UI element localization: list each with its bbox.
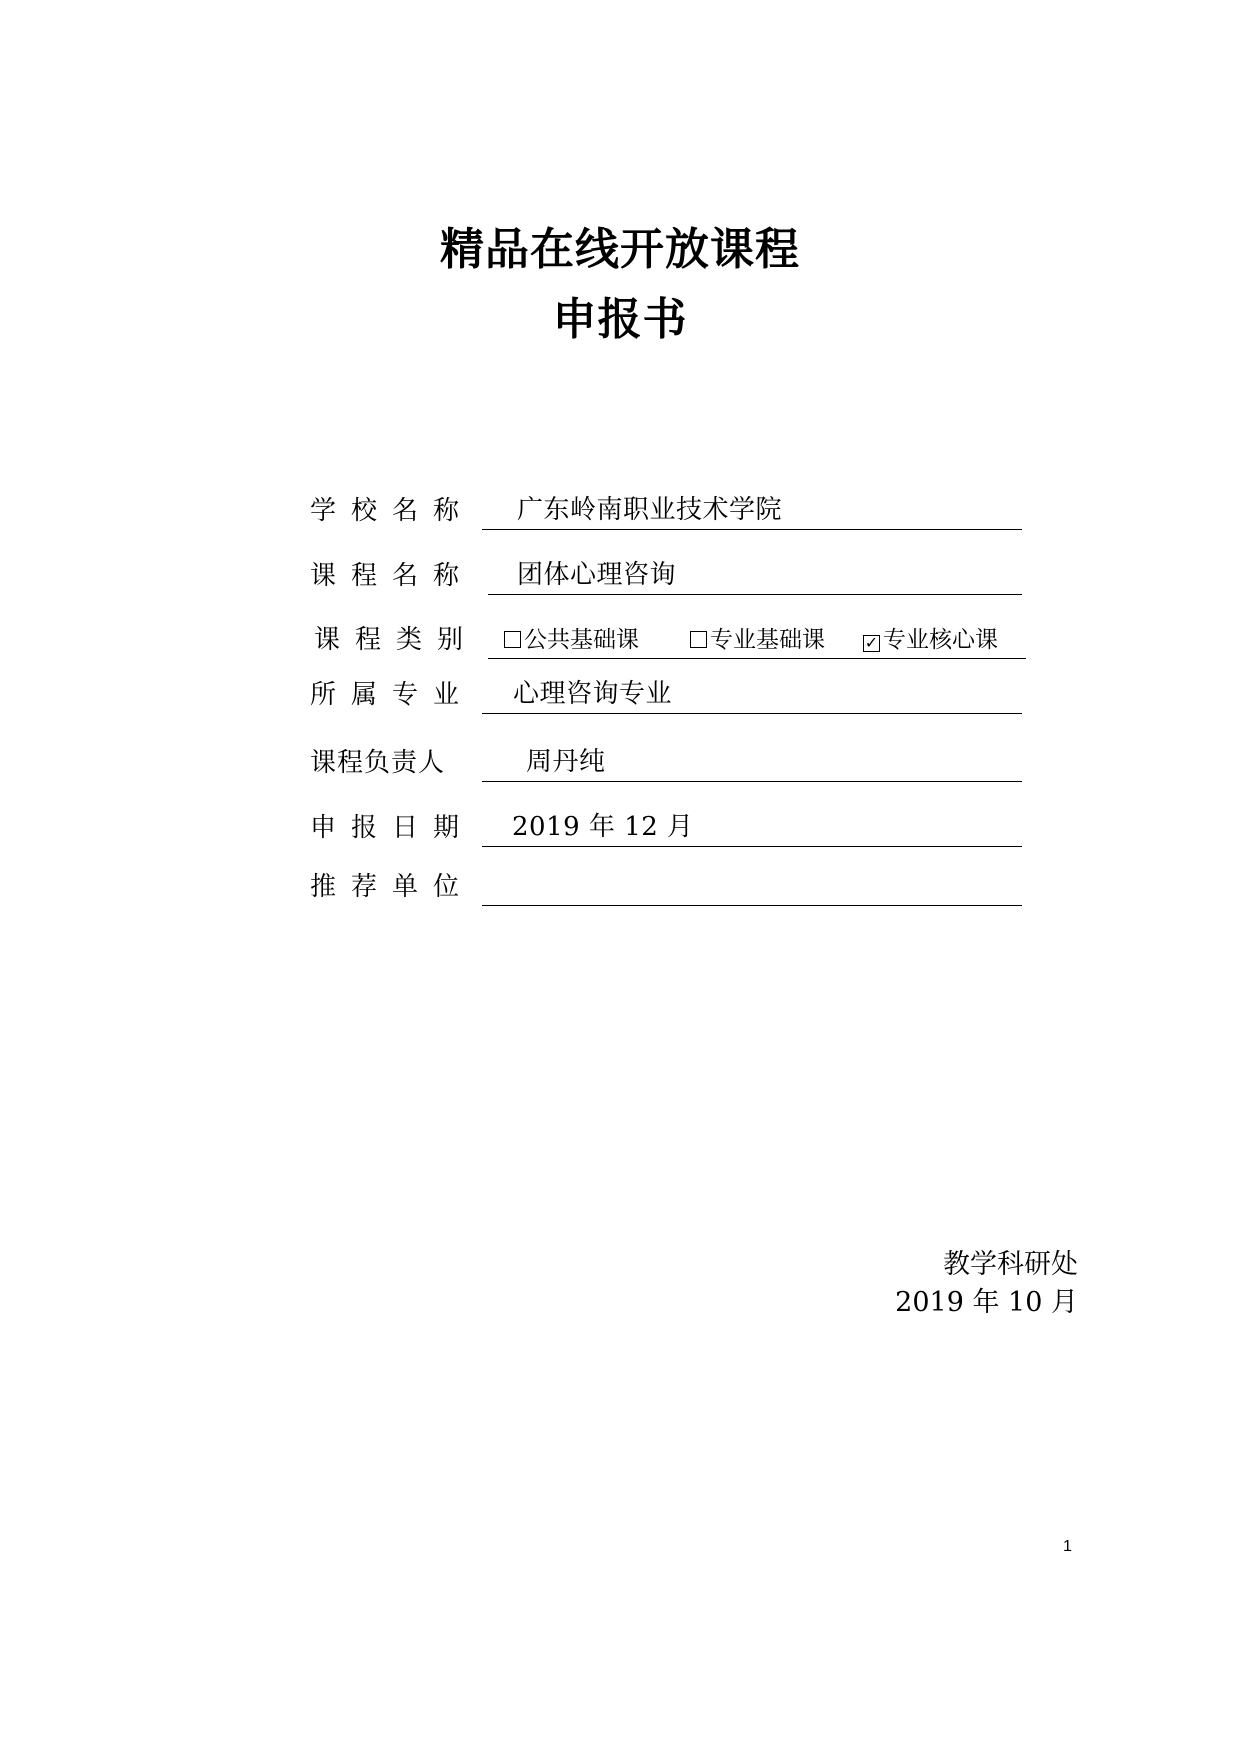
field-value-major[interactable]: 心理咨询专业 bbox=[513, 679, 673, 709]
field-underline-date bbox=[482, 846, 1022, 847]
checkbox-icon[interactable] bbox=[504, 631, 521, 648]
field-value-date[interactable]: 2019 年 12 月 bbox=[512, 812, 694, 842]
field-label-school: 学校名称 bbox=[310, 496, 475, 526]
field-row-recommender bbox=[310, 866, 1022, 906]
field-label-leader: 课程负责人 bbox=[310, 748, 446, 778]
field-underline-recommender bbox=[482, 905, 1022, 906]
field-label-category: 课程类别 bbox=[314, 625, 479, 655]
field-value-leader[interactable]: 周丹纯 bbox=[526, 747, 606, 777]
category-option-label: 公共基础课 bbox=[524, 627, 639, 653]
checked-checkbox-icon[interactable]: ✓ bbox=[864, 633, 879, 652]
category-option-major-core[interactable] bbox=[863, 625, 998, 655]
field-value-school[interactable]: 广东岭南职业技术学院 bbox=[517, 495, 783, 525]
category-option-label: 专业核心课 bbox=[883, 627, 998, 653]
issue-date: 2019 年 10 月 bbox=[895, 1287, 1078, 1318]
field-underline-category bbox=[488, 658, 1026, 659]
field-row-date bbox=[310, 807, 1022, 847]
field-label-course: 课程名称 bbox=[310, 561, 475, 591]
field-underline-course bbox=[488, 594, 1022, 595]
field-label-recommender: 推荐单位 bbox=[310, 872, 475, 902]
document-subtitle: 申报书 bbox=[552, 294, 688, 345]
field-row-category bbox=[310, 619, 1022, 659]
field-row-school bbox=[310, 490, 1022, 530]
field-underline-major bbox=[482, 713, 1022, 714]
category-option-label: 专业基础课 bbox=[710, 627, 825, 653]
field-row-leader bbox=[310, 742, 1022, 782]
checkbox-icon[interactable] bbox=[690, 631, 707, 648]
field-value-course[interactable]: 团体心理咨询 bbox=[517, 560, 677, 590]
field-row-major bbox=[310, 674, 1022, 714]
field-row-course bbox=[310, 555, 1022, 595]
field-underline-school bbox=[482, 529, 1022, 530]
field-label-date: 申报日期 bbox=[310, 813, 475, 843]
field-underline-leader bbox=[482, 781, 1022, 782]
document-title: 精品在线开放课程 bbox=[440, 224, 800, 275]
field-label-major: 所属专业 bbox=[310, 680, 475, 710]
issuing-office: 教学科研处 bbox=[943, 1249, 1078, 1280]
category-option-major-basic[interactable] bbox=[690, 625, 825, 655]
page-number: 1 bbox=[1063, 1538, 1072, 1555]
category-option-public-basic[interactable] bbox=[504, 625, 639, 655]
